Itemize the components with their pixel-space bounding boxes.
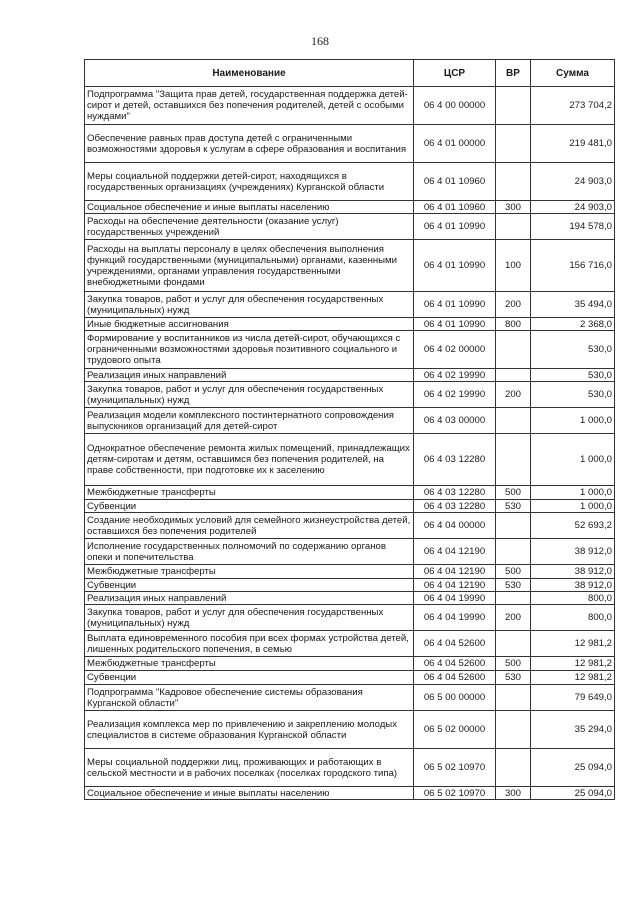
table-row [85,749,615,787]
cell-sum: 2 368,0 [531,318,615,331]
cell-vr [496,749,531,787]
cell-vr [496,711,531,749]
table-row [85,513,615,539]
cell-csr: 06 4 03 12280 [414,500,496,513]
cell-sum: 1 000,0 [531,500,615,513]
cell-vr [496,513,531,539]
cell-vr [496,87,531,125]
table-row [85,539,615,565]
table-row [85,592,615,605]
cell-csr: 06 5 00 00000 [414,685,496,711]
table-row [85,163,615,201]
table-row [85,787,615,800]
cell-name: Закупка товаров, работ и услуг для обеспечения государственных (муниципальных) нужд [85,292,414,318]
cell-csr: 06 4 00 00000 [414,87,496,125]
cell-sum: 1 000,0 [531,434,615,486]
cell-vr [496,214,531,240]
table-row [85,408,615,434]
cell-name: Подпрограмма "Кадровое обеспечение системы образования Курганской области" [85,685,414,711]
table-row [85,331,615,369]
cell-name: Меры социальной поддержки детей-сирот, находящихся в государственных организациях (учреждениях) Курганской области [85,163,414,201]
cell-csr: 06 4 04 19990 [414,592,496,605]
cell-vr: 300 [496,787,531,800]
cell-name: Реализация модели комплексного постинтернатного сопровождения выпускников организаций для детей-сирот [85,408,414,434]
cell-name: Подпрограмма "Защита прав детей, государственная поддержка детей-сирот и детей, оставшихся без попечения родителей, детей с особыми нуждами" [85,87,414,125]
cell-name: Однократное обеспечение ремонта жилых помещений, принадлежащих детям-сиротам и детям, оставшимся без попечения родителей, на праве собственности, при подготовке их к заселению [85,434,414,486]
cell-sum: 38 912,0 [531,579,615,592]
table-row [85,382,615,408]
cell-name: Исполнение государственных полномочий по содержанию органов опеки и попечительства [85,539,414,565]
cell-name: Формирование у воспитанников из числа детей-сирот, обучающихся с ограниченными возможностями здоровья позитивного социального и трудового опыта [85,331,414,369]
table-body [85,87,615,800]
cell-csr: 06 4 03 00000 [414,408,496,434]
cell-csr: 06 4 04 12190 [414,539,496,565]
cell-name: Субвенции [85,671,414,685]
cell-sum: 38 912,0 [531,539,615,565]
cell-sum: 273 704,2 [531,87,615,125]
cell-sum: 194 578,0 [531,214,615,240]
cell-sum: 800,0 [531,605,615,631]
cell-name: Закупка товаров, работ и услуг для обеспечения государственных (муниципальных) нужд [85,382,414,408]
header-csr: ЦСР [414,60,496,87]
cell-name: Иные бюджетные ассигнования [85,318,414,331]
cell-vr [496,631,531,657]
cell-name: Расходы на обеспечение деятельности (оказание услуг) государственных учреждений [85,214,414,240]
cell-name: Реализация комплекса мер по привлечению и закреплению молодых специалистов в системе образования Курганской области [85,711,414,749]
cell-vr [496,685,531,711]
cell-name: Выплата единовременного пособия при всех формах устройства детей, лишенных родительского попечения, в семью [85,631,414,657]
cell-sum: 800,0 [531,592,615,605]
cell-vr: 200 [496,605,531,631]
table-row [85,671,615,685]
cell-vr [496,369,531,382]
table-row [85,657,615,671]
cell-csr: 06 4 02 19990 [414,382,496,408]
cell-vr [496,163,531,201]
cell-sum: 12 981,2 [531,671,615,685]
cell-name: Социальное обеспечение и иные выплаты населению [85,787,414,800]
table-row [85,87,615,125]
cell-vr [496,408,531,434]
cell-csr: 06 4 01 10990 [414,318,496,331]
cell-sum: 25 094,0 [531,787,615,800]
table-row [85,434,615,486]
cell-vr: 200 [496,292,531,318]
cell-sum: 79 649,0 [531,685,615,711]
cell-sum: 52 693,2 [531,513,615,539]
cell-sum: 24 903,0 [531,163,615,201]
table-row [85,605,615,631]
cell-csr: 06 5 02 00000 [414,711,496,749]
cell-csr: 06 4 04 52600 [414,631,496,657]
cell-name: Социальное обеспечение и иные выплаты населению [85,201,414,214]
cell-vr [496,539,531,565]
cell-csr: 06 4 01 00000 [414,125,496,163]
cell-csr: 06 4 04 52600 [414,657,496,671]
cell-csr: 06 4 01 10990 [414,214,496,240]
cell-sum: 156 716,0 [531,240,615,292]
cell-vr: 500 [496,565,531,579]
table-row [85,565,615,579]
cell-csr: 06 4 01 10960 [414,163,496,201]
cell-sum: 530,0 [531,369,615,382]
cell-sum: 12 981,2 [531,631,615,657]
cell-csr: 06 4 04 19990 [414,605,496,631]
header-vr: ВР [496,60,531,87]
cell-name: Расходы на выплаты персоналу в целях обеспечения выполнения функций государственными (муниципальными) органами, казенными учреждениями, органами управления государственными внебюджетными фондами [85,240,414,292]
header-row [85,60,615,87]
cell-sum: 530,0 [531,331,615,369]
cell-name: Субвенции [85,579,414,592]
cell-sum: 219 481,0 [531,125,615,163]
cell-vr [496,125,531,163]
cell-name: Субвенции [85,500,414,513]
cell-sum: 1 000,0 [531,486,615,500]
table-row [85,711,615,749]
cell-vr: 530 [496,579,531,592]
cell-csr: 06 4 04 12190 [414,565,496,579]
page-number: 168 [311,34,329,48]
cell-csr: 06 4 04 52600 [414,671,496,685]
cell-csr: 06 4 04 12190 [414,579,496,592]
table-row [85,486,615,500]
table-row [85,214,615,240]
cell-csr: 06 5 02 10970 [414,749,496,787]
cell-vr: 530 [496,671,531,685]
header-name: Наименование [85,60,414,87]
cell-csr: 06 4 02 00000 [414,331,496,369]
cell-csr: 06 4 01 10990 [414,240,496,292]
cell-sum: 12 981,2 [531,657,615,671]
table-row [85,318,615,331]
cell-csr: 06 4 01 10960 [414,201,496,214]
cell-name: Межбюджетные трансферты [85,486,414,500]
table-row [85,579,615,592]
cell-vr: 800 [496,318,531,331]
cell-sum: 1 000,0 [531,408,615,434]
cell-vr: 500 [496,486,531,500]
cell-sum: 24 903,0 [531,201,615,214]
cell-vr: 100 [496,240,531,292]
cell-sum: 530,0 [531,382,615,408]
cell-csr: 06 4 03 12280 [414,486,496,500]
cell-name: Межбюджетные трансферты [85,565,414,579]
table-row [85,369,615,382]
cell-csr: 06 4 02 19990 [414,369,496,382]
cell-vr: 300 [496,201,531,214]
cell-vr: 530 [496,500,531,513]
cell-sum: 38 912,0 [531,565,615,579]
table-row [85,201,615,214]
cell-name: Закупка товаров, работ и услуг для обеспечения государственных (муниципальных) нужд [85,605,414,631]
cell-vr [496,592,531,605]
cell-name: Создание необходимых условий для семейного жизнеустройства детей, оставшихся без попечения родителей [85,513,414,539]
cell-sum: 25 094,0 [531,749,615,787]
cell-name: Межбюджетные трансферты [85,657,414,671]
table-row [85,685,615,711]
cell-vr: 500 [496,657,531,671]
budget-table [84,59,615,800]
table-row [85,240,615,292]
cell-csr: 06 5 02 10970 [414,787,496,800]
cell-vr: 200 [496,382,531,408]
cell-name: Обеспечение равных прав доступа детей с ограниченными возможностями здоровья к услугам в сфере образования и воспитания [85,125,414,163]
cell-name: Меры социальной поддержки лиц, проживающих и работающих в сельской местности и в рабочих поселках (поселках городского типа) [85,749,414,787]
cell-csr: 06 4 03 12280 [414,434,496,486]
table-row [85,500,615,513]
cell-vr [496,331,531,369]
cell-vr [496,434,531,486]
cell-csr: 06 4 01 10990 [414,292,496,318]
cell-csr: 06 4 04 00000 [414,513,496,539]
table-row [85,631,615,657]
cell-name: Реализация иных направлений [85,369,414,382]
cell-sum: 35 494,0 [531,292,615,318]
cell-name: Реализация иных направлений [85,592,414,605]
table-row [85,292,615,318]
header-sum: Сумма [531,60,615,87]
cell-sum: 35 294,0 [531,711,615,749]
table-row [85,125,615,163]
